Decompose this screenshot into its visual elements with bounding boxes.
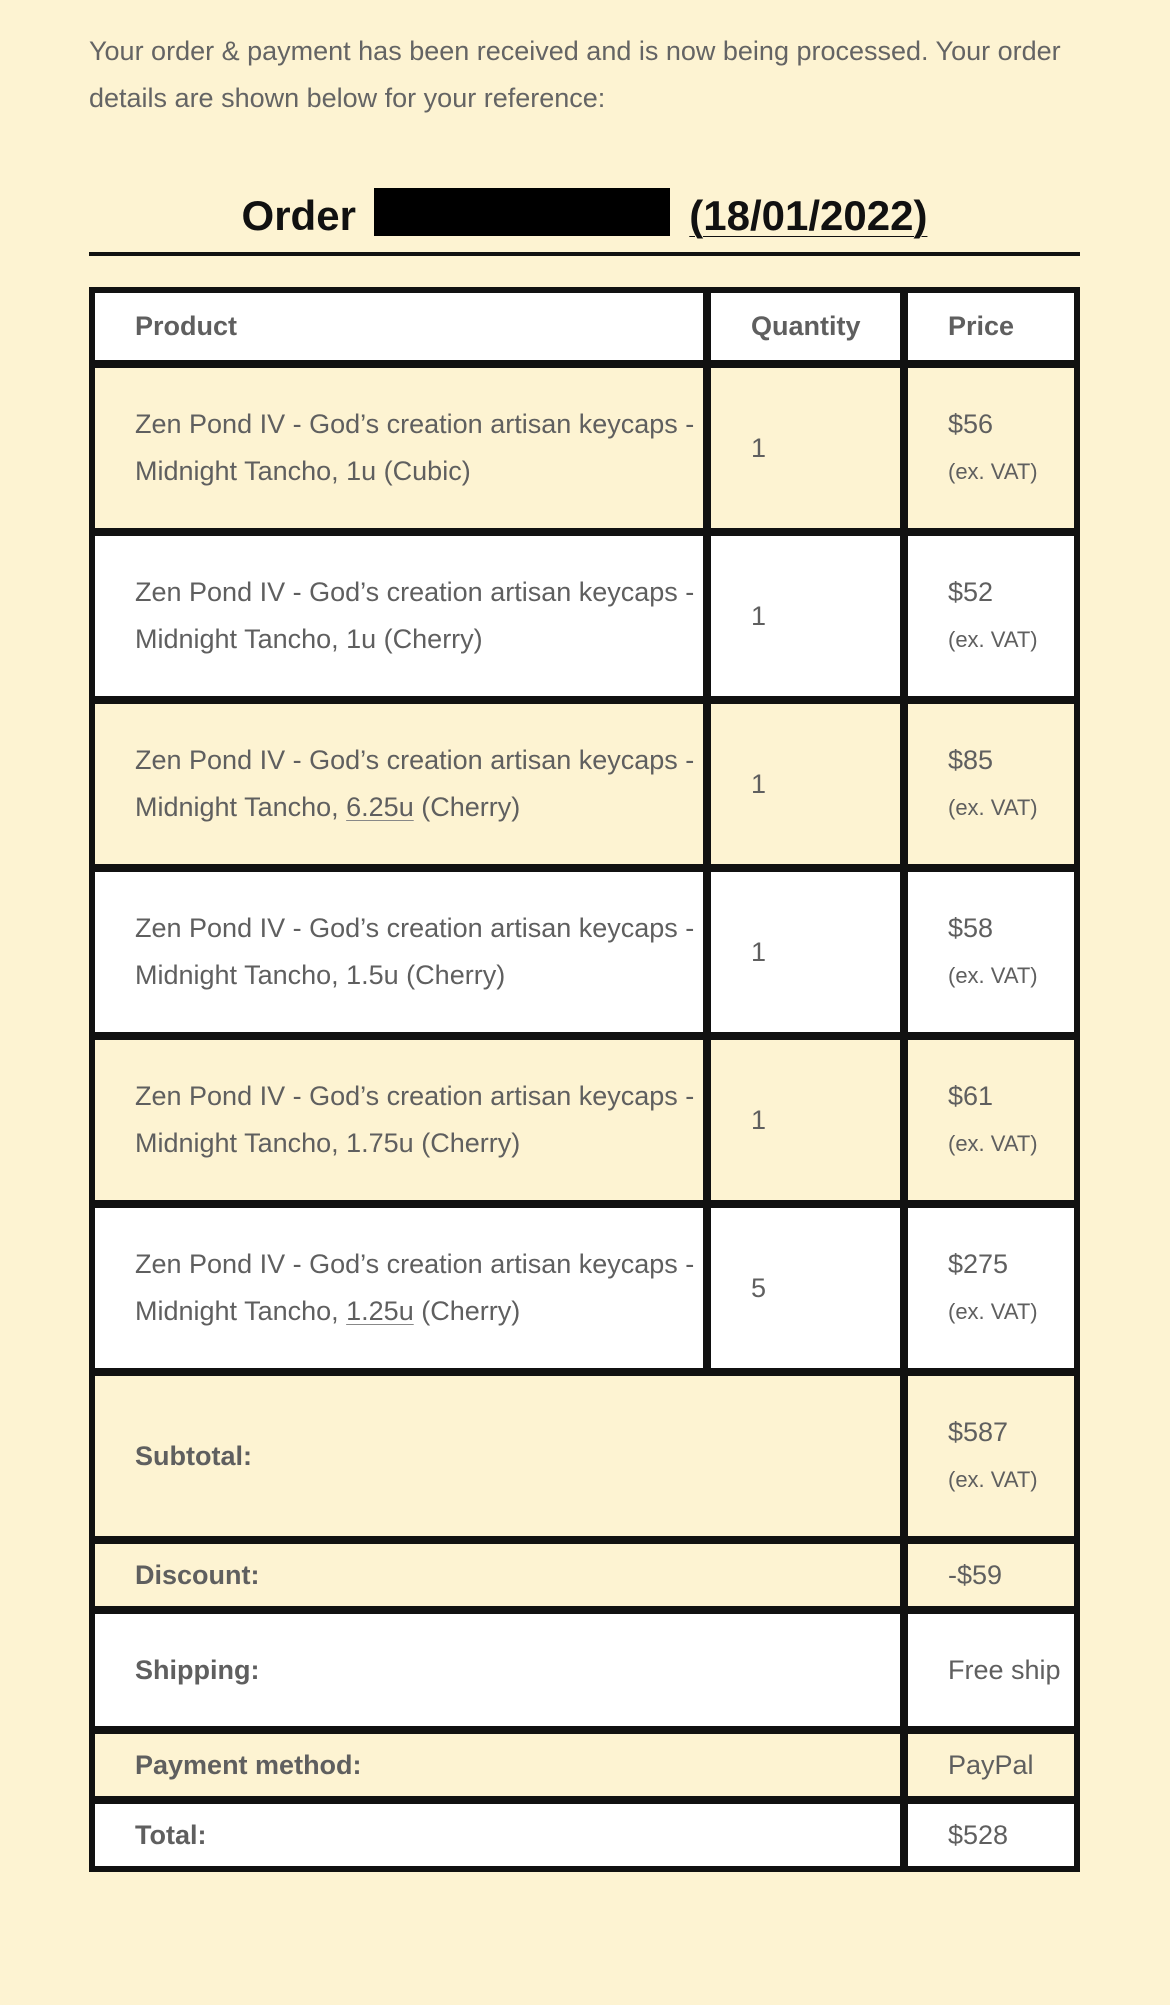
payment-method-row [93,1732,1076,1798]
discount-value: -$59 [906,1542,1076,1608]
product-cell: Zen Pond IV - God’s creation artisan keycaps - Midnight Tancho, 1u (Cubic) [93,366,705,530]
price-cell [906,1206,1076,1370]
payment-method-value: PayPal [906,1732,1076,1798]
quantity-cell: 1 [709,702,902,866]
quantity-cell: 1 [709,1038,902,1202]
price-vat-note: (ex. VAT) [948,794,1038,820]
product-cell [93,1206,705,1370]
total-label: Total: [93,1802,902,1868]
total-row [93,1802,1076,1868]
order-label: Order [241,192,356,239]
discount-row [93,1542,1076,1608]
product-size-link[interactable]: 6.25u [346,792,414,822]
subtotal-vat-note: (ex. VAT) [948,1466,1038,1492]
quantity-cell: 1 [709,870,902,1034]
redacted-order-number [374,188,670,236]
table-row [93,1206,1076,1370]
order-heading [89,182,1080,250]
shipping-value: Free ship [906,1612,1076,1728]
subtotal-row [93,1374,1076,1538]
shipping-label: Shipping: [93,1612,902,1728]
price-vat-note: (ex. VAT) [948,1298,1038,1324]
quantity-cell: 1 [709,534,902,698]
product-cell: Zen Pond IV - God’s creation artisan keycaps - Midnight Tancho, 1u (Cherry) [93,534,705,698]
quantity-cell: 1 [709,366,902,530]
subtotal-label: Subtotal: [93,1374,902,1538]
subtotal-value-cell [906,1374,1076,1538]
payment-method-label: Payment method: [93,1732,902,1798]
price-cell [906,870,1076,1034]
column-header-quantity: Quantity [709,291,902,362]
subtotal-amount: $587 [948,1416,1009,1447]
price-cell [906,1038,1076,1202]
price-amount: $275 [948,1248,1009,1279]
price-amount: $85 [948,744,994,775]
product-name-text: Zen Pond IV - God’s creation artisan keycaps - Midnight Tancho, [135,1249,695,1326]
product-name-text: Zen Pond IV - God’s creation artisan keycaps - Midnight Tancho, [135,745,695,822]
table-row [93,1038,1076,1202]
product-variant-text: (Cherry) [413,1296,521,1326]
quantity-cell: 5 [709,1206,902,1370]
product-size-link[interactable]: 1.25u [346,1296,414,1326]
price-amount: $56 [948,408,994,439]
table-row [93,534,1076,698]
order-date-link[interactable]: (18/01/2022) [689,192,928,239]
price-vat-note: (ex. VAT) [948,962,1038,988]
table-header-row [93,291,1076,362]
column-header-product: Product [93,291,705,362]
price-vat-note: (ex. VAT) [948,1130,1038,1156]
price-cell [906,534,1076,698]
intro-text: Your order & payment has been received and is now being processed. Your order details are shown below for your reference: [89,36,1061,113]
price-cell [906,702,1076,866]
product-cell [93,702,705,866]
price-vat-note: (ex. VAT) [948,458,1038,484]
total-value: $528 [906,1802,1076,1868]
product-cell: Zen Pond IV - God’s creation artisan keycaps - Midnight Tancho, 1.5u (Cherry) [93,870,705,1034]
discount-label: Discount: [93,1542,902,1608]
price-cell [906,366,1076,530]
price-amount: $52 [948,576,994,607]
price-amount: $58 [948,912,994,943]
heading-divider [89,252,1080,256]
shipping-row [93,1612,1076,1728]
table-row [93,702,1076,866]
price-amount: $61 [948,1080,994,1111]
table-row [93,366,1076,530]
table-row [93,870,1076,1034]
product-cell: Zen Pond IV - God’s creation artisan keycaps - Midnight Tancho, 1.75u (Cherry) [93,1038,705,1202]
product-variant-text: (Cherry) [413,792,521,822]
price-vat-note: (ex. VAT) [948,626,1038,652]
order-confirmation [89,0,1080,1872]
column-header-price: Price [906,291,1076,362]
order-details-table [89,287,1080,1872]
